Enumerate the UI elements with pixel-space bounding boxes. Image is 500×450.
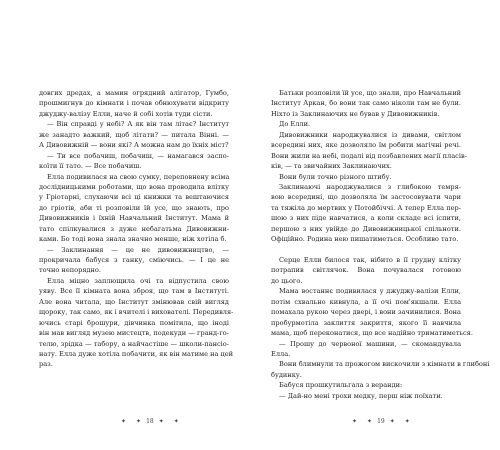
text-line: раз. [39, 360, 53, 369]
text-line: до цього. [271, 276, 303, 285]
text-line: дослідницькими роботами, що вона проводила влітку [39, 182, 229, 191]
text-line: Ніхто із Заклинаючих не бував у Дивовижників. [271, 109, 440, 118]
text-line: Батьки розповіли їй усе, що знали, про Навчальний [279, 89, 461, 97]
ornament-icon: ✦ [136, 418, 142, 425]
text-line: помахала рукою через двері, і вони зачинилися. Вона [271, 308, 461, 317]
text-line: тато спілкувалися з дуже небагатьма Дивовижни- [39, 224, 229, 233]
text-line: Офіційно. Родина нею пишатиметься. Особливо тато. [271, 235, 459, 244]
text-line: будинку. [271, 370, 302, 379]
text-line: А Дивовижній — вони які? А можна нам до їхніх міст? [39, 141, 229, 150]
text-line: довгих дредах, а мамин огрядний алігатор, Гумбо, [39, 89, 229, 97]
text-line: прошмигнув до кімнати і почав обнюхувати відкриту [39, 99, 229, 108]
text-line: До Елли. [279, 120, 311, 129]
text-line: та тяжіла до мертвих у Потойбіччі. А тепер Елла пер- [271, 203, 461, 212]
text-line: — Прошу до червоної машини, — скомандувала [279, 339, 461, 348]
text-line: же занадто важкий, щоб літати? — питала Вінні. — [39, 130, 229, 139]
left-page [39, 88, 234, 370]
text-line: Вони жили на небі, подалі від позбавлених магії пласів- [271, 151, 467, 160]
text-line: ками. Бо тоді вона знала значно менше, ніж хотіла б. [39, 235, 227, 244]
right-page [271, 88, 490, 401]
right-page-folio [347, 418, 415, 425]
text-line: — Він справді у небі? А як він там літає? Інститут [47, 120, 229, 129]
text-line: щороку, так само, як і вчителі і вихователі. Передивля- [39, 308, 234, 317]
text-line: він мав вигляд музею мистецтв, подекуди — гранд-го- [39, 329, 229, 338]
text-line: Вони були точно різного штибу. [279, 172, 392, 181]
page-number: 19 [377, 418, 385, 425]
text-line: Дивовижників і їхній Навчальний Інститут. Мама й [39, 214, 229, 223]
text-line: — Заклинання — це не дивовижництво, — [47, 245, 229, 254]
ornament-icon: ✦ [173, 418, 179, 425]
text-line: Елла. [271, 349, 291, 358]
text-line: нату. Елла дуже хотіла побачити, як він матиме на цей [39, 349, 234, 358]
text-line: мама, щоб переконатися, що все надійно триматиметься. [271, 329, 473, 338]
text-line: Серце Елли билося так, нібито в її грудну клітку [279, 256, 461, 264]
text-line: коїти її тато. — Все побачиш. [39, 162, 142, 171]
text-line: потрапив світлячок. Вона почувалася готовою [271, 266, 461, 275]
text-line: Елла міцно заплющила очі та відпустила свою [47, 276, 229, 285]
text-line: до гріотів, аби ті розповіли їй усе, що знають, про [39, 203, 229, 212]
page-number: 18 [146, 418, 154, 425]
text-line: Мама востаннє подивилася у джуджу-валізи Елли, [279, 287, 461, 296]
text-line: Але вона читала, що Інститут змінював свій вигляд [39, 297, 229, 306]
text-line: Вони блимнули та прожогом вискочили з кімнати в глибоні [279, 360, 490, 369]
text-line: Інститут Аркан, бо вони так само ніколи там не були. [271, 99, 461, 108]
text-line: прокричала бабуся з ганку, сміючись. — І це не [39, 256, 229, 264]
ornament-icon: ✦ [121, 418, 127, 425]
text-line: — Дай-но мені трохи медку, перш ніж поїхати. [279, 391, 443, 400]
text-line: у Гріотарні, слухаючи всі ці книжки та вештаючися [39, 193, 229, 202]
paragraph-gap [271, 245, 461, 255]
text-line: Дивовижники народжувалися із дивами, світлом [279, 130, 461, 139]
text-line: ючись старі брошури, дівчинка помітила, що іноді [39, 318, 229, 327]
text-line: пробурмотіла заклиття закриття, якого її навчила [271, 318, 461, 327]
text-line: ків, — та звичайних Заклинаючих. [271, 162, 392, 171]
text-line: Елла подивилася на свою сумку, переповнену всіма [47, 172, 230, 181]
text-line: потім схвально кивнула, а її очі пом'якшали. Елла [271, 297, 461, 306]
text-line: джуджу-валізу Елли, наче й собі хотів туди сісти. [39, 109, 213, 118]
ornament-icon: ✦ [352, 418, 358, 425]
text-line: Заклинаючі народжувалися з глибокою темря- [279, 182, 461, 191]
ornament-icon: ✦ [389, 418, 395, 425]
text-line: точно непорядно. [39, 266, 101, 275]
text-line: — Ти все побачиш, побачиш, — намагався заспо- [47, 151, 229, 160]
text-line: першою з них увійде до Дивовижницької спільноти. [271, 224, 461, 233]
text-line: телю, зрідка — табору, а найчастіше — школи-пансіо- [39, 339, 229, 348]
text-line: шою з них піде навчатися, а коли складе всі іспити, [271, 214, 461, 223]
left-page-folio [116, 418, 184, 425]
text-line: Бабуся прошкутильгала з веранди: [279, 381, 403, 390]
text-line: уяву. Все її кімната вона зброя, що там в Інституті. [39, 287, 229, 296]
ornament-icon: ✦ [158, 418, 164, 425]
ornament-icon: ✦ [367, 418, 373, 425]
text-line: вою всередині, що дозволяла їм застосовувати чари [271, 193, 461, 202]
text-line: всередині них, яке дозволяло їм робити магічні речі. [271, 141, 461, 150]
ornament-icon: ✦ [404, 418, 410, 425]
